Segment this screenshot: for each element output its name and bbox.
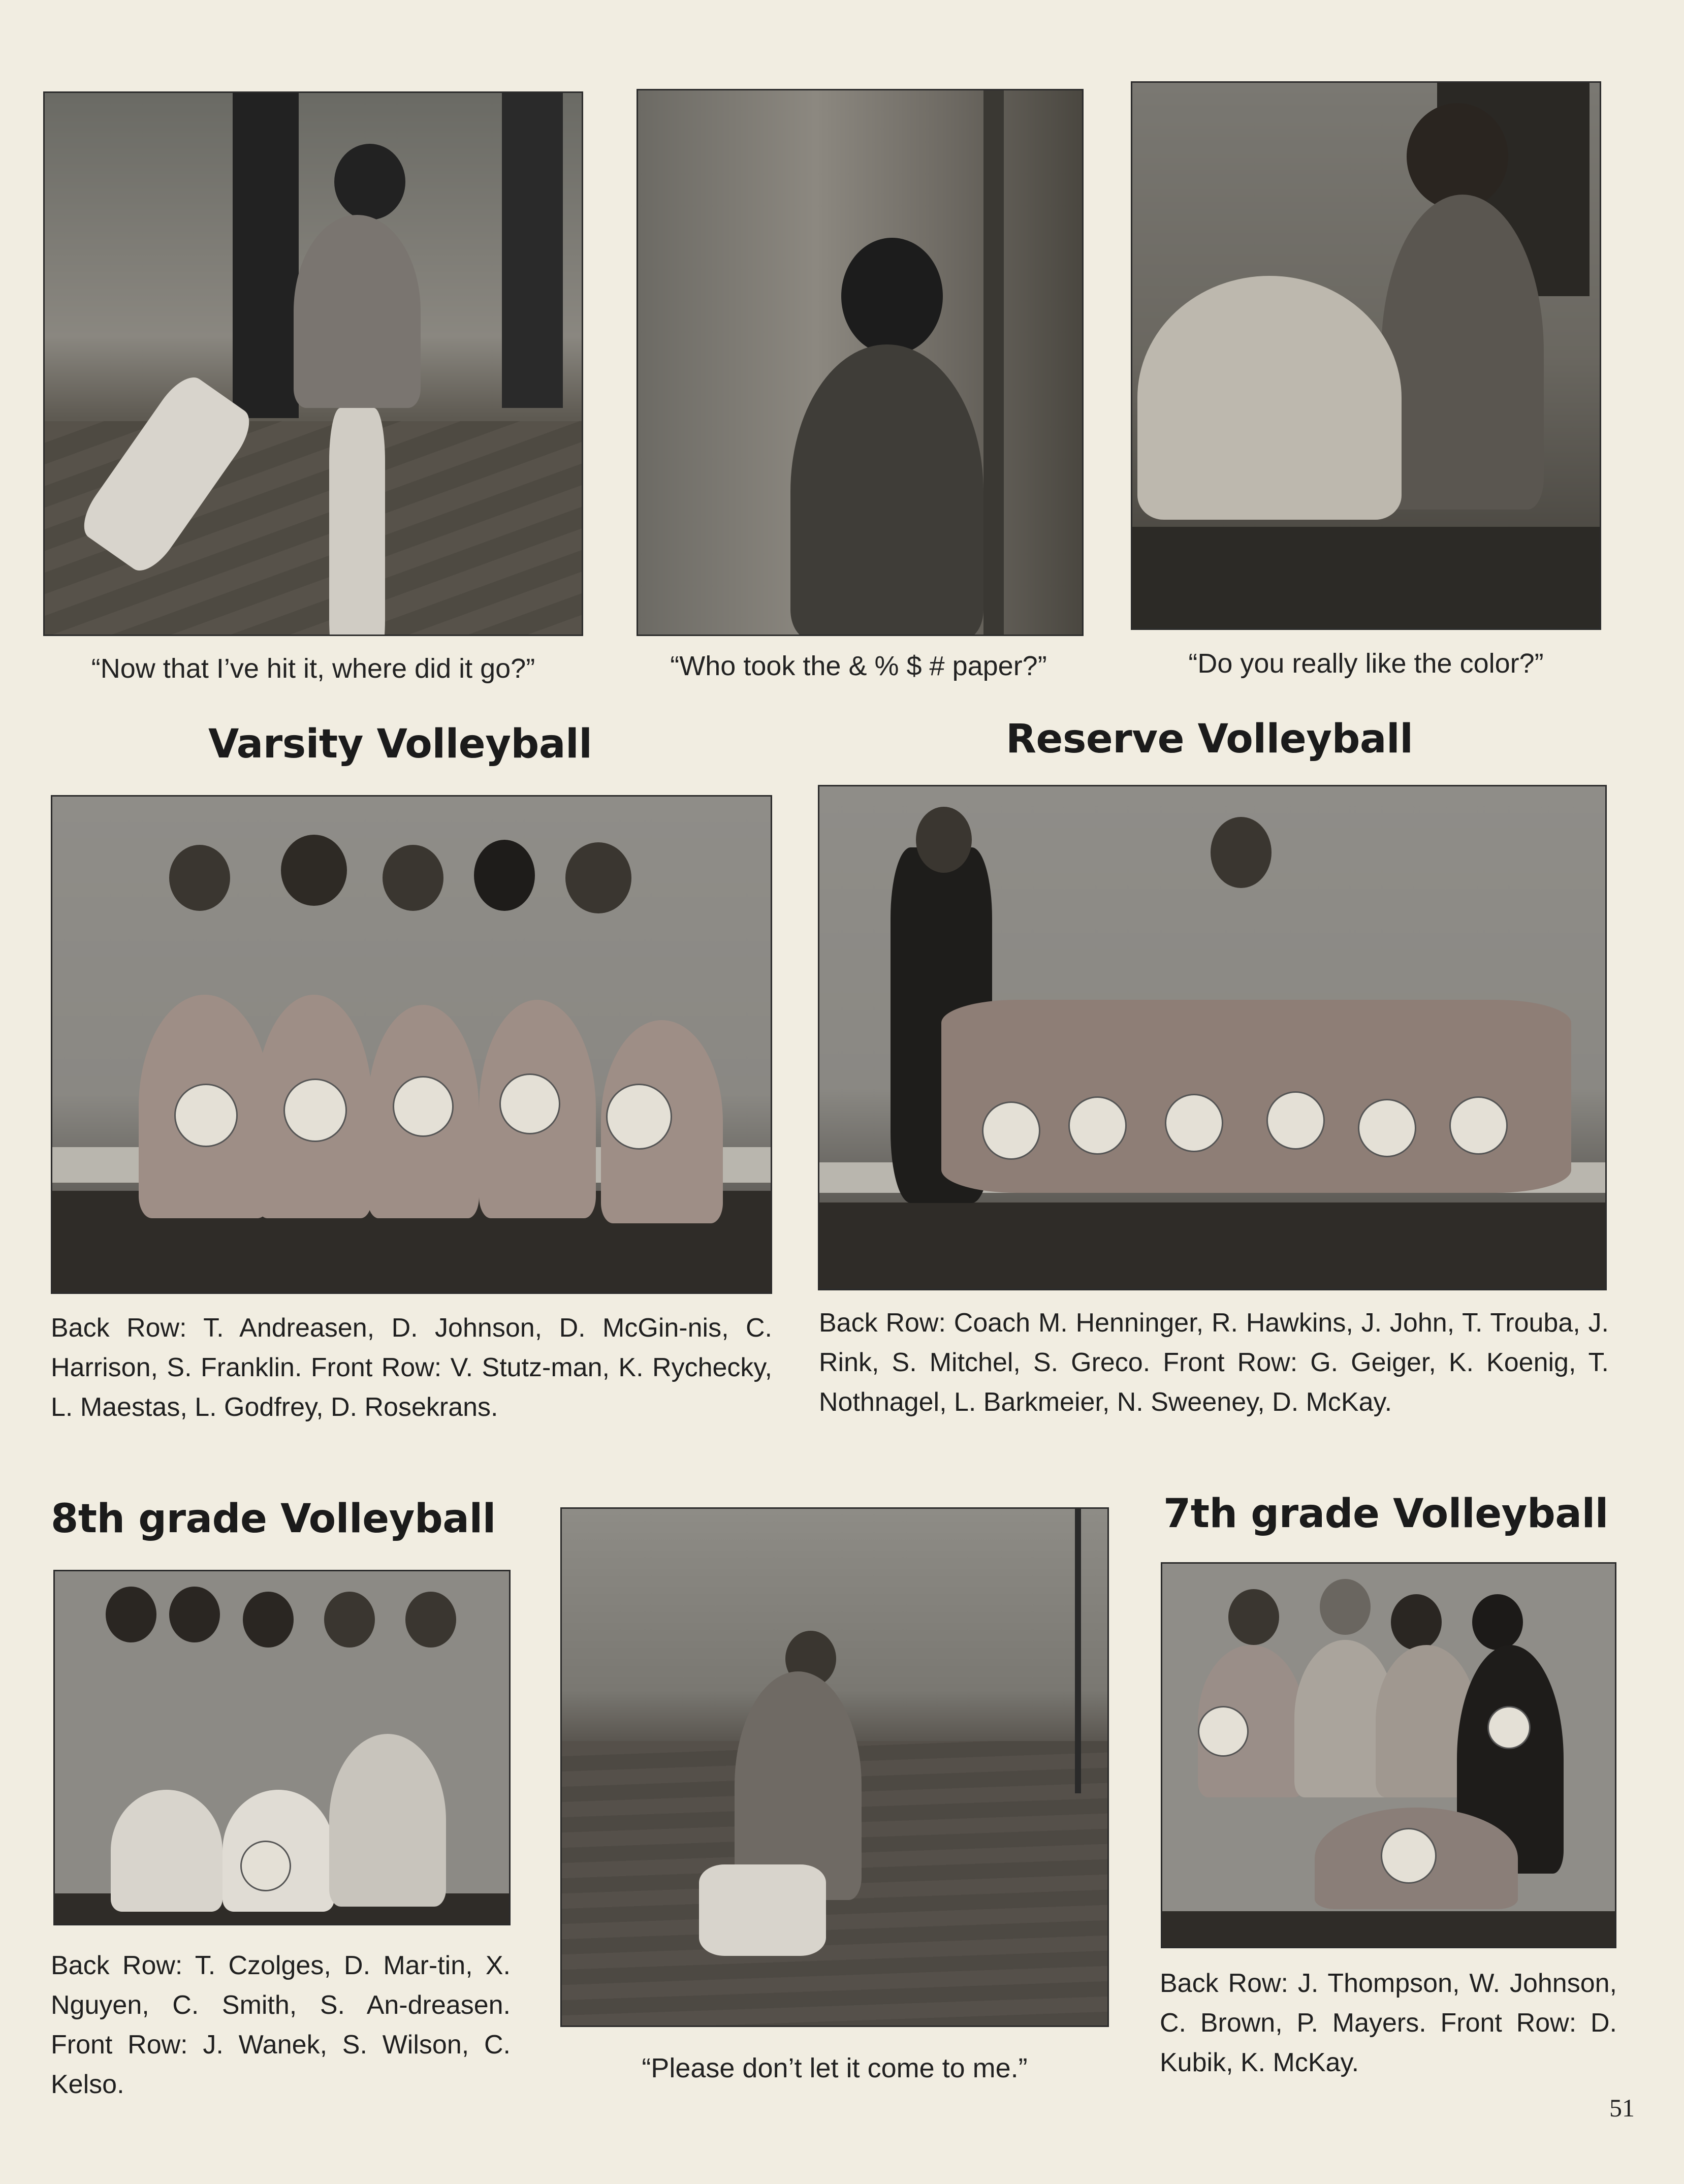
caption-color: “Do you really like the color?” <box>1188 648 1544 679</box>
caption-paper: “Who took the & % $ # paper?” <box>670 651 1047 681</box>
page-number: 51 <box>1609 2094 1635 2122</box>
seventh-grade-heading: 7th grade Volleyball <box>1163 1491 1608 1537</box>
reserve-heading: Reserve Volleyball <box>1006 716 1413 762</box>
varsity-roster: Back Row: T. Andreasen, D. Johnson, D. McGin-nis, C. Harrison, S. Franklin. Front Row: V. Stutz-man, K. Rychecky, L. Maestas, L. Godfrey, D. Rosekrans. <box>51 1313 772 1422</box>
photo-spiking-player <box>43 91 583 636</box>
eighth-grade-roster: Back Row: T. Czolges, D. Mar-tin, X. Nguyen, C. Smith, S. An-dreasen. Front Row: J. Wanek, S. Wilson, C. Kelso. <box>51 1951 511 2099</box>
photo-player-31-doorway <box>637 89 1084 636</box>
seventh-grade-roster: Back Row: J. Thompson, W. Johnson, C. Brown, P. Mayers. Front Row: D. Kubik, K. McKay. <box>1160 1969 1617 2077</box>
photo-player-bumping-ball <box>560 1507 1109 2027</box>
photo-varsity-team <box>51 795 772 1294</box>
photo-player-53-bench <box>1131 81 1601 630</box>
photo-eighth-grade-team <box>53 1570 511 1925</box>
varsity-heading: Varsity Volleyball <box>208 721 592 767</box>
caption-spike: “Now that I’ve hit it, where did it go?” <box>91 653 535 684</box>
photo-seventh-grade-team <box>1161 1562 1616 1948</box>
caption-please-dont: “Please don’t let it come to me.” <box>642 2053 1028 2083</box>
photo-reserve-team <box>818 785 1607 1290</box>
eighth-grade-heading: 8th grade Volleyball <box>51 1496 496 1542</box>
reserve-roster: Back Row: Coach M. Henninger, R. Hawkins, J. John, T. Trouba, J. Rink, S. Mitchel, S. Greco. Front Row: G. Geiger, K. Koenig, T. Nothnagel, L. Barkmeier, N. Sweeney, D. McKay. <box>819 1308 1609 1417</box>
